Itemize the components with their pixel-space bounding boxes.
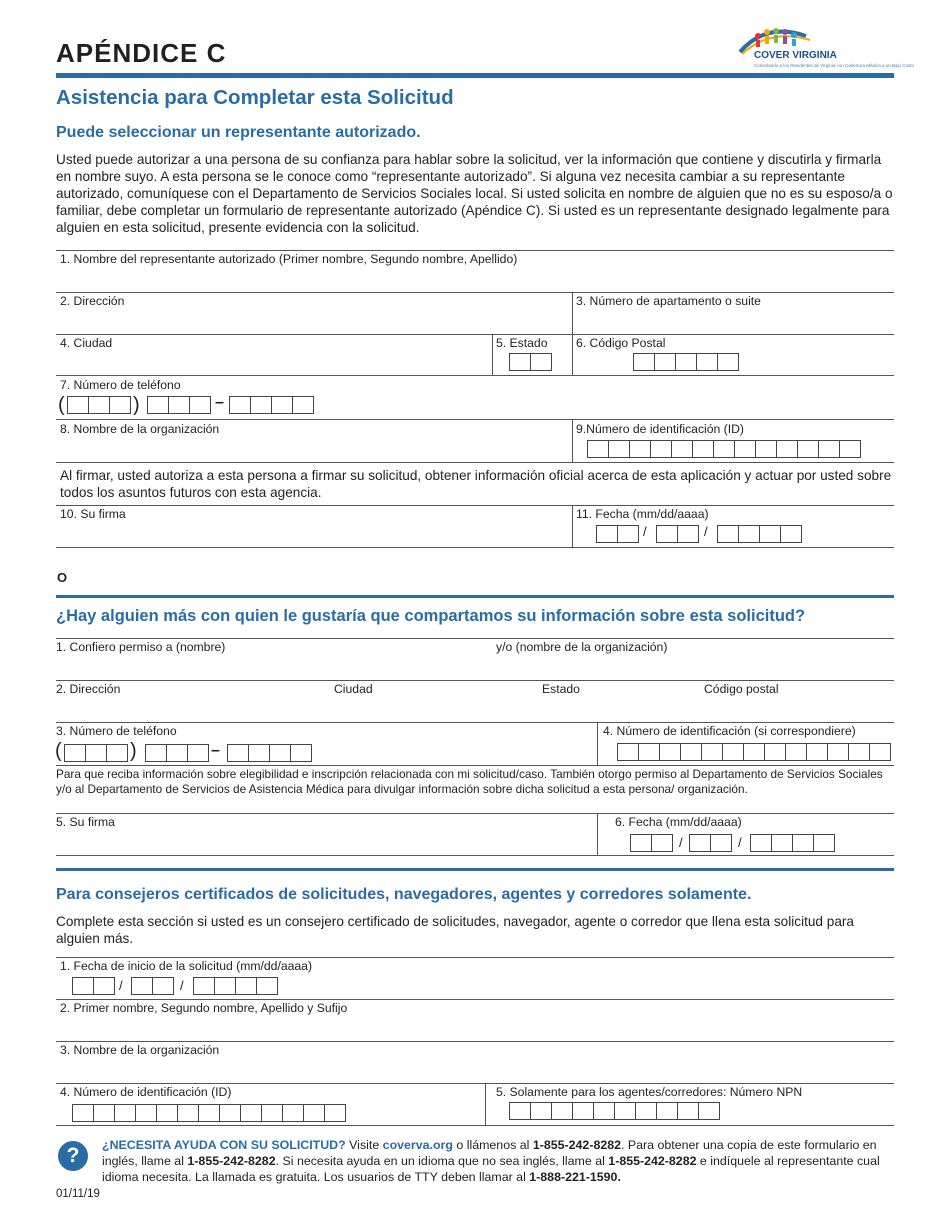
counselor-name-label: 2. Primer nombre, Segundo nombre, Apellido y Sufijo [60, 1001, 348, 1015]
divider [485, 1083, 486, 1125]
permit-city-label: Ciudad [334, 682, 373, 696]
permit-zip-label: Código postal [704, 682, 779, 696]
help-question: ¿NECESITA AYUDA CON SU SOLICITUD? [102, 1138, 346, 1152]
divider [56, 722, 894, 723]
slash: / [679, 835, 683, 850]
divider [56, 292, 894, 293]
divider [572, 419, 573, 462]
rep-state-label: 5. Estado [496, 336, 548, 350]
or-label: O [57, 570, 68, 585]
divider [56, 813, 894, 814]
rep-date-day-boxes[interactable] [657, 525, 699, 543]
rep-apt-label: 3. Número de apartamento o suite [576, 294, 761, 308]
help-text-part: e indíquele al representante cual idioma necesita. La llamada es gratuita. Los usuarios de TTY deben llamar al [102, 1154, 880, 1184]
phone-number: 1-855-242-8282 [608, 1154, 697, 1168]
divider [572, 505, 573, 547]
divider [56, 462, 894, 463]
logo-tagline: Conectando a los Residentes de Virginia con Cobertura Médica a un Bajo Costo [754, 63, 915, 68]
header-rule [56, 73, 894, 78]
section3-rule [56, 868, 894, 871]
counselor-id-boxes[interactable] [73, 1104, 346, 1122]
permit-signature-label: 5. Su firma [56, 815, 115, 829]
page-subtitle: Asistencia para Completar esta Solicitud [56, 86, 454, 109]
section1-body: Usted puede autorizar a una persona de su confianza para hablar sobre la solicitud, ver la información que contiene y discutirla y firmarla en nombre suyo. A esta persona se le conoce como “representante autorizado”. Si alguna vez necesita cambiar a su representante autorizado, comuníquese con el Departamento de Servicios Sociales local. Si usted solicita en nombre de alguien que no es su esposo/a o familiar, debe completar un formulario de representante autorizado (Apéndice C). Si usted es un representante designado legalmente para alguien en esta solicitud, presente evidencia con la solicitud. [56, 152, 893, 235]
permit-date-day-boxes[interactable] [690, 834, 732, 852]
section1-heading: Puede seleccionar un representante autorizado. [56, 124, 421, 141]
rep-address-label: 2. Dirección [60, 294, 125, 308]
rep-phone-label: 7. Número de teléfono [60, 378, 181, 392]
close-paren: ) [130, 740, 137, 762]
permit-phone-prefix-boxes[interactable] [146, 744, 209, 762]
divider [56, 250, 894, 251]
open-paren: ( [58, 394, 65, 416]
divider [56, 999, 894, 1000]
rep-date-year-boxes[interactable] [718, 525, 802, 543]
npn-boxes[interactable] [510, 1102, 720, 1120]
form-date-code: 01/11/19 [56, 1188, 100, 1200]
divider [56, 547, 894, 548]
divider [56, 419, 894, 420]
tty-number: 1-888-221-1590. [529, 1170, 621, 1184]
permit-date-label: 6. Fecha (mm/dd/aaaa) [615, 815, 742, 829]
start-date-label: 1. Fecha de inicio de la solicitud (mm/dd/aaaa) [60, 959, 313, 973]
open-paren: ( [55, 740, 62, 762]
divider [56, 1083, 894, 1084]
section3-body: Complete esta sección si usted es un consejero certificado de solicitudes, navegador, agente o corredor que llena esta solicitud para alguien más. [56, 914, 854, 946]
divider [56, 855, 894, 856]
rep-id-boxes[interactable] [588, 440, 861, 458]
counselor-id-label: 4. Número de identificación (ID) [60, 1085, 232, 1099]
start-date-day-boxes[interactable] [132, 977, 174, 995]
rep-signature-label: 10. Su firma [60, 507, 126, 521]
logo-name: COVER VIRGINIA [754, 50, 837, 61]
divider [56, 1125, 894, 1126]
slash: / [643, 524, 647, 539]
permit-date-month-boxes[interactable] [631, 834, 673, 852]
section2-rule [56, 595, 894, 598]
slash: / [704, 524, 708, 539]
dash: – [211, 742, 220, 759]
rep-org-label: 8. Nombre de la organización [60, 422, 220, 436]
section3-heading: Para consejeros certificados de solicitudes, navegadores, agentes y corredores solamente. [56, 886, 752, 903]
divider [56, 1041, 894, 1042]
phone-number: 1-855-242-8282 [187, 1154, 276, 1168]
divider [597, 813, 598, 855]
rep-phone-area-boxes[interactable] [68, 396, 131, 414]
permit-state-label: Estado [542, 682, 580, 696]
divider [56, 765, 894, 766]
page-title: APÉNDICE C [56, 38, 227, 68]
divider [56, 375, 894, 376]
help-text-part: Visite [345, 1138, 383, 1152]
help-text-part: . Si necesita ayuda en un idioma que no sea inglés, llame al [275, 1154, 609, 1168]
divider [56, 334, 894, 335]
website-link[interactable]: coverva.org [382, 1138, 453, 1152]
close-paren: ) [133, 394, 140, 416]
phone-number: 1-855-242-8282 [532, 1138, 622, 1152]
help-text-part: o llámenos al [452, 1138, 533, 1152]
rep-zip-label: 6. Código Postal [576, 336, 666, 350]
divider [597, 722, 598, 765]
cover-virginia-logo [736, 22, 915, 72]
divider [492, 334, 493, 375]
question-icon: ? [58, 1141, 88, 1171]
permit-phone-line-boxes[interactable] [228, 744, 312, 762]
divider [56, 957, 894, 958]
slash: / [119, 978, 123, 993]
rep-id-label: 9.Número de identificación (ID) [576, 422, 744, 436]
divider [56, 680, 894, 681]
rep-date-month-boxes[interactable] [597, 525, 639, 543]
permit-date-year-boxes[interactable] [751, 834, 835, 852]
permit-address-label: 2. Dirección [56, 682, 121, 696]
divider [56, 638, 894, 639]
rep-date-label: 11. Fecha (mm/dd/aaaa) [576, 507, 709, 521]
slash: / [180, 978, 184, 993]
rep-state-boxes[interactable] [510, 353, 552, 371]
permit-org-label: y/o (nombre de la organización) [496, 640, 668, 654]
permit-phone-label: 3. Número de teléfono [56, 724, 177, 738]
rep-phone-line-boxes[interactable] [230, 396, 314, 414]
start-date-month-boxes[interactable] [73, 977, 115, 995]
counselor-org-label: 3. Nombre de la organización [60, 1043, 220, 1057]
help-text [102, 1137, 897, 1185]
permit-id-boxes[interactable] [618, 743, 891, 761]
help-text-part: . Para obtener una copia de este formulario en inglés, llame al [102, 1138, 877, 1168]
rep-phone-prefix-boxes[interactable] [148, 396, 211, 414]
sign-note: Al firmar, usted autoriza a esta persona a firmar su solicitud, obtener información oficial acerca de esta aplicación y actuar por usted sobre todos los asuntos futuros con esta agencia. [60, 468, 892, 500]
rep-city-label: 4. Ciudad [60, 336, 113, 350]
slash: / [738, 835, 742, 850]
permit-id-label: 4. Número de identificación (si correspondiere) [603, 724, 856, 738]
permit-name-label: 1. Confiero permiso a (nombre) [56, 640, 226, 654]
permit-phone-area-boxes[interactable] [65, 744, 128, 762]
npn-label: 5. Solamente para los agentes/corredores: Número NPN [496, 1085, 803, 1099]
section2-heading: ¿Hay alguien más con quien le gustaría que compartamos su información sobre esta solicitud? [56, 607, 806, 625]
rep-name-label: 1. Nombre del representante autorizado (Primer nombre, Segundo nombre, Apellido) [60, 252, 518, 266]
dash: – [215, 394, 224, 411]
start-date-year-boxes[interactable] [194, 977, 278, 995]
rep-zip-boxes[interactable] [634, 353, 739, 371]
permit-note: Para que reciba información sobre elegibilidad e inscripción relacionada con mi solicitud/caso. También otorgo permiso al Departamento de Servicios Sociales y/o al Departamento de Servicios de Asistencia Médica para divulgar información sobre dicha solicitud a esta persona/ organización. [56, 767, 883, 796]
divider [56, 505, 894, 506]
